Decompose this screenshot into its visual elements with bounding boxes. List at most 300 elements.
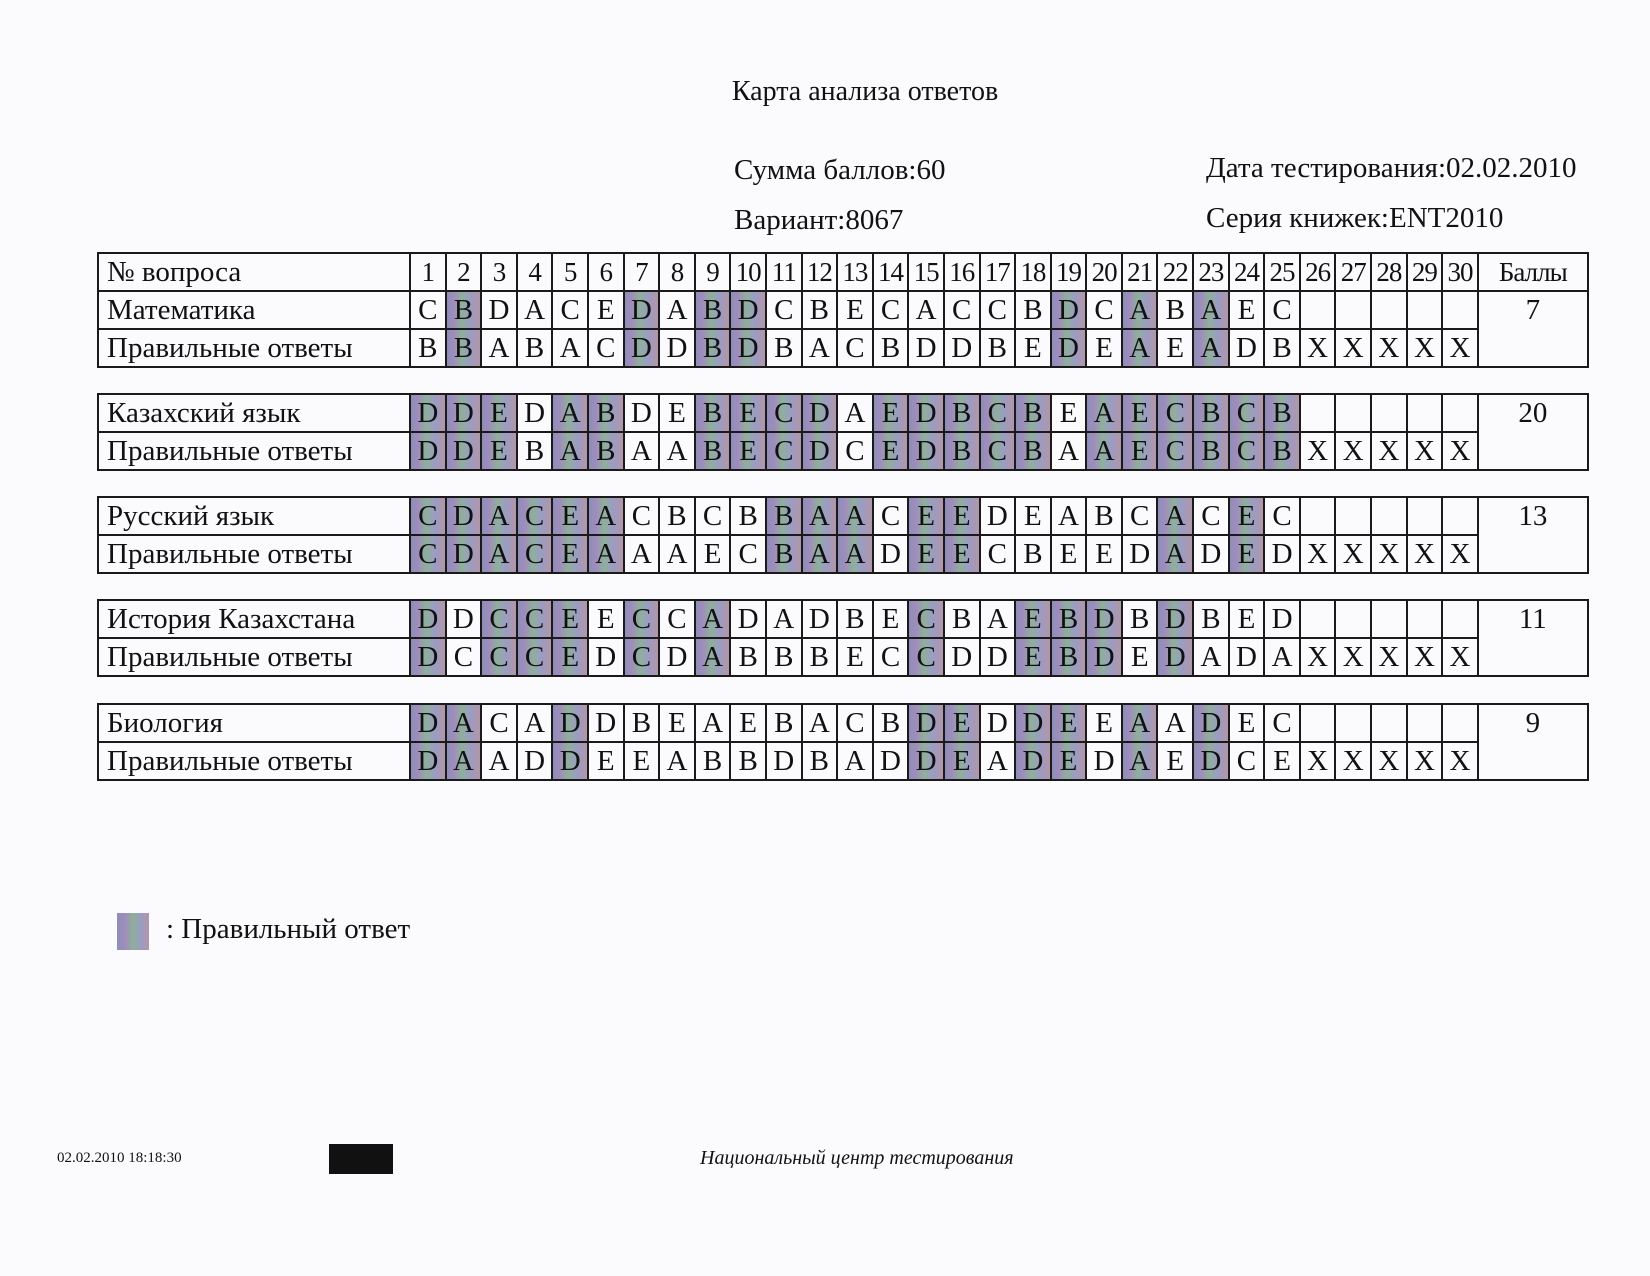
correct-answers-label: Правильные ответы: [98, 638, 410, 676]
correct-cell: X: [1442, 742, 1478, 780]
correct-cell: D: [1015, 742, 1051, 780]
correct-cell: A: [1122, 742, 1158, 780]
answer-cell: E: [873, 600, 909, 638]
correct-row: [98, 742, 1588, 780]
answer-cell: B: [1086, 497, 1122, 535]
correct-cell: D: [410, 432, 446, 470]
correct-cell: D: [766, 742, 802, 780]
question-number: 29: [1407, 253, 1443, 291]
correct-cell: X: [1442, 329, 1478, 367]
correct-cell: E: [1051, 535, 1087, 573]
answer-cell: D: [410, 704, 446, 742]
correct-cell: E: [1122, 638, 1158, 676]
correct-cell: X: [1335, 638, 1371, 676]
answer-cell: C: [908, 600, 944, 638]
answer-cell: [1300, 394, 1336, 432]
answer-cell: E: [659, 704, 695, 742]
answer-cell: C: [1193, 497, 1229, 535]
subject-score: 11: [1478, 600, 1588, 676]
answer-cell: C: [410, 291, 446, 329]
correct-cell: D: [944, 638, 980, 676]
answer-cell: C: [837, 704, 873, 742]
correct-cell: B: [1051, 638, 1087, 676]
answer-cell: D: [410, 394, 446, 432]
answer-cell: C: [624, 600, 660, 638]
answer-cell: C: [873, 291, 909, 329]
correct-cell: B: [695, 432, 731, 470]
answer-cell: A: [1122, 291, 1158, 329]
correct-cell: D: [588, 638, 624, 676]
correct-cell: B: [730, 638, 766, 676]
correct-cell: E: [1264, 742, 1300, 780]
correct-answers-label: Правильные ответы: [98, 535, 410, 573]
correct-cell: E: [1051, 742, 1087, 780]
test-date: Дата тестирования:02.02.2010: [1206, 152, 1577, 184]
question-number: 19: [1051, 253, 1087, 291]
answer-cell: [1371, 394, 1407, 432]
correct-cell: C: [1229, 432, 1265, 470]
correct-cell: X: [1407, 329, 1443, 367]
correct-row: [98, 638, 1588, 676]
correct-cell: E: [944, 535, 980, 573]
correct-cell: X: [1407, 535, 1443, 573]
correct-cell: E: [552, 535, 588, 573]
answer-cell: D: [624, 291, 660, 329]
answer-cell: A: [1193, 291, 1229, 329]
answer-cell: [1335, 600, 1371, 638]
correct-cell: D: [802, 432, 838, 470]
correct-cell: A: [802, 329, 838, 367]
answer-row: [98, 497, 1588, 535]
correct-cell: A: [980, 742, 1016, 780]
correct-cell: C: [1157, 432, 1193, 470]
answer-cell: [1371, 291, 1407, 329]
correct-cell: X: [1335, 329, 1371, 367]
correct-cell: D: [410, 638, 446, 676]
answer-cell: B: [730, 497, 766, 535]
answer-cell: A: [481, 497, 517, 535]
answer-cell: E: [837, 291, 873, 329]
correct-cell: E: [873, 432, 909, 470]
answer-cell: [1407, 704, 1443, 742]
answer-cell: A: [588, 497, 624, 535]
answer-cell: A: [837, 497, 873, 535]
answer-cell: [1335, 291, 1371, 329]
correct-cell: A: [624, 535, 660, 573]
correct-cell: D: [1193, 742, 1229, 780]
answer-cell: D: [588, 704, 624, 742]
correct-cell: D: [908, 329, 944, 367]
answer-cell: E: [1122, 394, 1158, 432]
question-number: 15: [908, 253, 944, 291]
variant: Вариант:8067: [734, 204, 904, 236]
correct-cell: X: [1300, 638, 1336, 676]
correct-cell: A: [481, 535, 517, 573]
correct-cell: A: [481, 329, 517, 367]
answer-cell: E: [944, 497, 980, 535]
correct-row: [98, 432, 1588, 470]
answer-cell: B: [588, 394, 624, 432]
subject-score: 9: [1478, 704, 1588, 780]
answer-cell: E: [1229, 291, 1265, 329]
page-title: Карта анализа ответов: [731, 76, 999, 107]
question-number: 21: [1122, 253, 1158, 291]
answer-cell: [1407, 497, 1443, 535]
answer-cell: C: [624, 497, 660, 535]
correct-cell: B: [802, 638, 838, 676]
answer-cell: A: [446, 704, 482, 742]
answer-cell: D: [802, 600, 838, 638]
correct-cell: D: [1122, 535, 1158, 573]
correct-cell: D: [552, 742, 588, 780]
correct-cell: A: [552, 432, 588, 470]
answer-cell: C: [517, 497, 553, 535]
answer-cell: A: [1122, 704, 1158, 742]
correct-cell: E: [1157, 742, 1193, 780]
score-header: Баллы: [1478, 253, 1588, 291]
answer-cell: D: [980, 704, 1016, 742]
question-number: 11: [766, 253, 802, 291]
answer-cell: C: [695, 497, 731, 535]
correct-cell: C: [980, 535, 1016, 573]
correct-cell: B: [1193, 432, 1229, 470]
answer-cell: E: [659, 394, 695, 432]
answer-cell: B: [1015, 394, 1051, 432]
answer-cell: A: [802, 497, 838, 535]
correct-cell: E: [1157, 329, 1193, 367]
correct-row: [98, 329, 1588, 367]
subject-table: [97, 496, 1589, 574]
subject-table: [97, 599, 1589, 677]
correct-cell: A: [659, 535, 695, 573]
correct-cell: B: [766, 329, 802, 367]
correct-cell: C: [837, 329, 873, 367]
answer-cell: E: [1015, 497, 1051, 535]
correct-cell: A: [837, 535, 873, 573]
answer-cell: [1371, 600, 1407, 638]
answer-cell: D: [624, 394, 660, 432]
correct-cell: D: [1086, 638, 1122, 676]
correct-cell: C: [517, 535, 553, 573]
score-sum: Сумма баллов:60: [734, 154, 946, 186]
question-number: 3: [481, 253, 517, 291]
correct-cell: D: [980, 638, 1016, 676]
answer-cell: A: [659, 291, 695, 329]
correct-cell: E: [1086, 329, 1122, 367]
correct-cell: C: [588, 329, 624, 367]
answer-cell: A: [517, 291, 553, 329]
question-number: 13: [837, 253, 873, 291]
answer-cell: [1371, 704, 1407, 742]
correct-cell: X: [1335, 535, 1371, 573]
correct-answers-label: Правильные ответы: [98, 742, 410, 780]
correct-cell: B: [766, 535, 802, 573]
correct-cell: E: [1122, 432, 1158, 470]
answer-cell: E: [1229, 600, 1265, 638]
correct-cell: B: [980, 329, 1016, 367]
correct-cell: E: [624, 742, 660, 780]
correct-answers-label: Правильные ответы: [98, 432, 410, 470]
correct-cell: B: [1264, 329, 1300, 367]
correct-cell: E: [944, 742, 980, 780]
question-number: 18: [1015, 253, 1051, 291]
correct-cell: X: [1407, 638, 1443, 676]
answer-cell: C: [517, 600, 553, 638]
correct-cell: E: [908, 535, 944, 573]
answer-cell: A: [1086, 394, 1122, 432]
answer-cell: E: [481, 394, 517, 432]
subject-name: Математика: [98, 291, 410, 329]
answer-cell: B: [873, 704, 909, 742]
answer-cell: B: [1193, 600, 1229, 638]
correct-cell: A: [1122, 329, 1158, 367]
legend-swatch: [117, 913, 149, 950]
correct-cell: E: [552, 638, 588, 676]
correct-cell: X: [1371, 638, 1407, 676]
subject-table: [97, 703, 1589, 781]
correct-cell: C: [446, 638, 482, 676]
correct-cell: B: [588, 432, 624, 470]
correct-cell: E: [1015, 329, 1051, 367]
answer-cell: D: [446, 394, 482, 432]
question-number: 17: [980, 253, 1016, 291]
correct-cell: C: [980, 432, 1016, 470]
answer-row: [98, 600, 1588, 638]
question-number: 5: [552, 253, 588, 291]
answer-cell: E: [1051, 704, 1087, 742]
answer-cell: D: [446, 600, 482, 638]
answer-cell: C: [1264, 704, 1300, 742]
answer-cell: E: [588, 600, 624, 638]
answer-cell: C: [944, 291, 980, 329]
subject-score: 13: [1478, 497, 1588, 573]
correct-cell: D: [908, 432, 944, 470]
correct-cell: C: [730, 535, 766, 573]
answer-cell: [1407, 394, 1443, 432]
answer-cell: D: [552, 704, 588, 742]
answer-cell: D: [410, 600, 446, 638]
question-number: 4: [517, 253, 553, 291]
correct-cell: A: [446, 742, 482, 780]
answer-cell: E: [730, 394, 766, 432]
correct-cell: E: [588, 742, 624, 780]
correct-cell: C: [517, 638, 553, 676]
correct-cell: X: [1371, 742, 1407, 780]
answer-cell: E: [552, 497, 588, 535]
correct-cell: X: [1371, 329, 1407, 367]
question-number: 12: [802, 253, 838, 291]
correct-cell: A: [588, 535, 624, 573]
correct-cell: E: [730, 432, 766, 470]
correct-cell: B: [1015, 432, 1051, 470]
answer-cell: B: [659, 497, 695, 535]
answer-cell: [1300, 600, 1336, 638]
question-number: 16: [944, 253, 980, 291]
answer-cell: D: [980, 497, 1016, 535]
correct-cell: A: [659, 742, 695, 780]
correct-cell: A: [552, 329, 588, 367]
correct-cell: C: [873, 638, 909, 676]
answer-cell: E: [873, 394, 909, 432]
question-number: 8: [659, 253, 695, 291]
correct-cell: X: [1300, 329, 1336, 367]
correct-cell: D: [944, 329, 980, 367]
answer-cell: [1371, 497, 1407, 535]
answer-cell: C: [980, 291, 1016, 329]
correct-cell: A: [802, 535, 838, 573]
subject-name: История Казахстана: [98, 600, 410, 638]
correct-cell: D: [446, 432, 482, 470]
header-row: [98, 253, 1588, 291]
correct-row: [98, 535, 1588, 573]
answer-cell: C: [980, 394, 1016, 432]
answer-cell: D: [908, 704, 944, 742]
correct-cell: X: [1407, 432, 1443, 470]
question-number: 28: [1371, 253, 1407, 291]
correct-cell: D: [908, 742, 944, 780]
correct-cell: D: [659, 329, 695, 367]
correct-cell: C: [624, 638, 660, 676]
answer-cell: C: [410, 497, 446, 535]
answer-cell: [1442, 291, 1478, 329]
answer-cell: E: [1015, 600, 1051, 638]
correct-cell: X: [1335, 432, 1371, 470]
answer-row: [98, 291, 1588, 329]
correct-cell: D: [873, 535, 909, 573]
answer-cell: C: [1157, 394, 1193, 432]
correct-cell: E: [1229, 535, 1265, 573]
answer-cell: C: [1086, 291, 1122, 329]
answer-cell: [1407, 600, 1443, 638]
answer-cell: E: [908, 497, 944, 535]
answer-cell: B: [446, 291, 482, 329]
answer-cell: [1442, 600, 1478, 638]
footer-organization: Национальный центр тестирования: [700, 1147, 1014, 1169]
answer-cell: C: [766, 394, 802, 432]
answer-cell: C: [873, 497, 909, 535]
answer-cell: D: [730, 291, 766, 329]
answer-cell: [1335, 704, 1371, 742]
answer-cell: A: [695, 600, 731, 638]
booklet-series: Серия книжек:ENT2010: [1206, 202, 1504, 234]
answer-cell: E: [1051, 394, 1087, 432]
answer-cell: A: [517, 704, 553, 742]
question-number: 14: [873, 253, 909, 291]
answer-cell: C: [1264, 497, 1300, 535]
answer-cell: D: [908, 394, 944, 432]
answer-cell: A: [1157, 704, 1193, 742]
correct-cell: X: [1300, 742, 1336, 780]
correct-cell: B: [730, 742, 766, 780]
correct-cell: E: [837, 638, 873, 676]
correct-cell: C: [410, 535, 446, 573]
correct-cell: B: [517, 432, 553, 470]
answer-cell: D: [481, 291, 517, 329]
correct-answers-label: Правильные ответы: [98, 329, 410, 367]
answer-cell: B: [766, 704, 802, 742]
question-number: 25: [1264, 253, 1300, 291]
answer-cell: C: [1264, 291, 1300, 329]
question-number: 22: [1157, 253, 1193, 291]
answer-cell: E: [944, 704, 980, 742]
question-number: 20: [1086, 253, 1122, 291]
question-number: 7: [624, 253, 660, 291]
answer-cell: C: [659, 600, 695, 638]
correct-cell: E: [1086, 535, 1122, 573]
redaction-block: [329, 1144, 393, 1174]
correct-cell: D: [446, 535, 482, 573]
correct-cell: A: [659, 432, 695, 470]
question-number: 26: [1300, 253, 1336, 291]
answer-cell: A: [1157, 497, 1193, 535]
correct-cell: B: [766, 638, 802, 676]
answer-cell: C: [1229, 394, 1265, 432]
correct-cell: A: [481, 742, 517, 780]
answer-cell: B: [1193, 394, 1229, 432]
answer-row: [98, 394, 1588, 432]
correct-cell: A: [1193, 329, 1229, 367]
answer-cell: B: [802, 291, 838, 329]
answer-cell: B: [837, 600, 873, 638]
answer-cell: A: [802, 704, 838, 742]
question-number: 1: [410, 253, 446, 291]
answer-cell: B: [944, 394, 980, 432]
answer-cell: D: [1264, 600, 1300, 638]
correct-cell: A: [1193, 638, 1229, 676]
correct-cell: D: [1086, 742, 1122, 780]
correct-cell: B: [873, 329, 909, 367]
correct-cell: B: [1015, 535, 1051, 573]
answer-cell: B: [624, 704, 660, 742]
correct-cell: B: [446, 329, 482, 367]
answer-cell: D: [802, 394, 838, 432]
correct-cell: B: [517, 329, 553, 367]
answer-cell: A: [766, 600, 802, 638]
correct-cell: X: [1371, 432, 1407, 470]
answer-cell: D: [446, 497, 482, 535]
correct-cell: B: [802, 742, 838, 780]
correct-cell: X: [1442, 432, 1478, 470]
correct-cell: D: [873, 742, 909, 780]
answer-cell: C: [766, 291, 802, 329]
answer-cell: A: [980, 600, 1016, 638]
correct-cell: C: [481, 638, 517, 676]
answer-cell: E: [730, 704, 766, 742]
correct-cell: D: [410, 742, 446, 780]
answer-cell: E: [552, 600, 588, 638]
correct-cell: D: [659, 638, 695, 676]
correct-cell: D: [1229, 638, 1265, 676]
question-number: 10: [730, 253, 766, 291]
correct-cell: E: [695, 535, 731, 573]
question-number: 2: [446, 253, 482, 291]
correct-cell: X: [1407, 742, 1443, 780]
correct-cell: A: [624, 432, 660, 470]
correct-cell: B: [695, 742, 731, 780]
answer-cell: C: [1122, 497, 1158, 535]
correct-cell: A: [1264, 638, 1300, 676]
correct-cell: E: [481, 432, 517, 470]
correct-cell: X: [1442, 638, 1478, 676]
question-number: 23: [1193, 253, 1229, 291]
answer-cell: [1300, 291, 1336, 329]
answer-cell: B: [695, 291, 731, 329]
answer-cell: [1442, 394, 1478, 432]
question-number: 9: [695, 253, 731, 291]
correct-cell: D: [517, 742, 553, 780]
correct-cell: X: [1300, 535, 1336, 573]
question-number: 24: [1229, 253, 1265, 291]
